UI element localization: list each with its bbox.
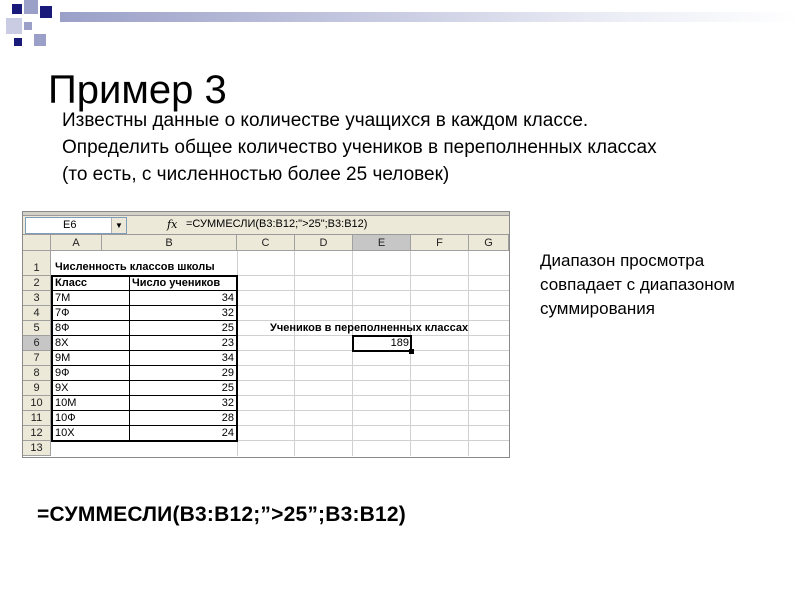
count-cell[interactable]: 24 [221, 427, 234, 439]
gridline [237, 380, 509, 381]
header-class[interactable]: Класс [55, 277, 88, 289]
row-header-7[interactable]: 7 [23, 351, 51, 366]
note-line: Диапазон просмотра [540, 251, 705, 270]
class-cell[interactable]: 10М [55, 397, 77, 409]
selected-cell[interactable] [352, 335, 412, 352]
header-count[interactable]: Число учеников [132, 277, 221, 289]
decor-square-1 [12, 4, 22, 14]
class-cell[interactable]: 10Ф [55, 412, 76, 424]
row-header-10[interactable]: 10 [23, 396, 51, 411]
gridline [237, 305, 509, 306]
table-title[interactable]: Численность классов школы [55, 261, 215, 273]
decor-square-4 [6, 18, 22, 34]
fill-handle[interactable] [409, 349, 414, 354]
decor-square-3 [40, 6, 52, 18]
column-header-e[interactable]: E [353, 235, 411, 251]
row-header-3[interactable]: 3 [23, 291, 51, 306]
row-header-6[interactable]: 6 [23, 336, 51, 351]
column-header-f[interactable]: F [411, 235, 469, 251]
count-cell[interactable]: 34 [221, 352, 234, 364]
gridline [237, 365, 509, 366]
fx-icon[interactable]: fx [167, 218, 178, 231]
name-box[interactable] [25, 217, 127, 234]
gridline [237, 290, 509, 291]
class-cell[interactable]: 7М [55, 292, 71, 304]
class-cell[interactable]: 9Ф [55, 367, 70, 379]
row-header-11[interactable]: 11 [23, 411, 51, 426]
decor-square-2 [24, 0, 38, 14]
count-cell[interactable]: 32 [221, 397, 234, 409]
description-line: Определить общее количество учеников в переполненных классах [62, 137, 657, 158]
count-cell[interactable]: 25 [221, 382, 234, 394]
class-cell[interactable]: 9Х [55, 382, 69, 394]
row-header-12[interactable]: 12 [23, 426, 51, 441]
row-header-9[interactable]: 9 [23, 381, 51, 396]
side-note [540, 249, 790, 321]
name-box-value: E6 [63, 219, 77, 231]
select-all-corner[interactable] [23, 235, 51, 251]
note-line: совпадает с диапазоном [540, 275, 735, 294]
formula-bar [23, 216, 509, 235]
row-header-8[interactable]: 8 [23, 366, 51, 381]
result-value[interactable]: 189 [390, 337, 409, 349]
column-header-a[interactable]: A [51, 235, 102, 251]
gridline [237, 410, 509, 411]
note-line: суммирования [540, 299, 655, 318]
formula-input[interactable]: =СУММЕСЛИ(B3:B12;">25";B3:B12) [186, 218, 368, 230]
gridline [237, 395, 509, 396]
gridline [237, 275, 509, 276]
dropdown-arrow-icon[interactable]: ▼ [111, 218, 126, 233]
row-header-2[interactable]: 2 [23, 276, 51, 291]
row-header-4[interactable]: 4 [23, 306, 51, 321]
count-cell[interactable]: 34 [221, 292, 234, 304]
count-cell[interactable]: 28 [221, 412, 234, 424]
decor-square-6 [34, 34, 46, 46]
column-header-g[interactable]: G [469, 235, 509, 251]
result-label[interactable]: Учеников в переполненных классах [270, 322, 469, 334]
class-cell[interactable]: 8Ф [55, 322, 70, 334]
description-line: (то есть, с численностью более 25 человек) [62, 164, 450, 185]
slide-description [62, 107, 772, 188]
count-cell[interactable]: 29 [221, 367, 234, 379]
formula-caption: =СУММЕСЛИ(B3:B12;”>25”;B3:B12) [37, 503, 406, 526]
column-header-b[interactable]: B [102, 235, 237, 251]
class-cell[interactable]: 10Х [55, 427, 75, 439]
class-cell[interactable]: 8Х [55, 337, 69, 349]
description-line: Известны данные о количестве учащихся в каждом классе. [62, 110, 589, 131]
class-cell[interactable]: 7Ф [55, 307, 70, 319]
column-header-c[interactable]: C [237, 235, 295, 251]
row-header-13[interactable]: 13 [23, 441, 51, 456]
row-header-1[interactable]: 1 [23, 251, 51, 276]
class-cell[interactable]: 9М [55, 352, 71, 364]
slide-title: Пример 3 [48, 68, 227, 112]
count-cell[interactable]: 23 [221, 337, 234, 349]
decor-square-7 [14, 38, 22, 46]
count-cell[interactable]: 25 [221, 322, 234, 334]
column-header-d[interactable]: D [295, 235, 353, 251]
count-cell[interactable]: 32 [221, 307, 234, 319]
spreadsheet-window [22, 211, 510, 458]
decor-square-5 [24, 22, 32, 30]
gridline [237, 425, 509, 426]
decor-gradient-bar [60, 12, 800, 22]
row-header-5[interactable]: 5 [23, 321, 51, 336]
